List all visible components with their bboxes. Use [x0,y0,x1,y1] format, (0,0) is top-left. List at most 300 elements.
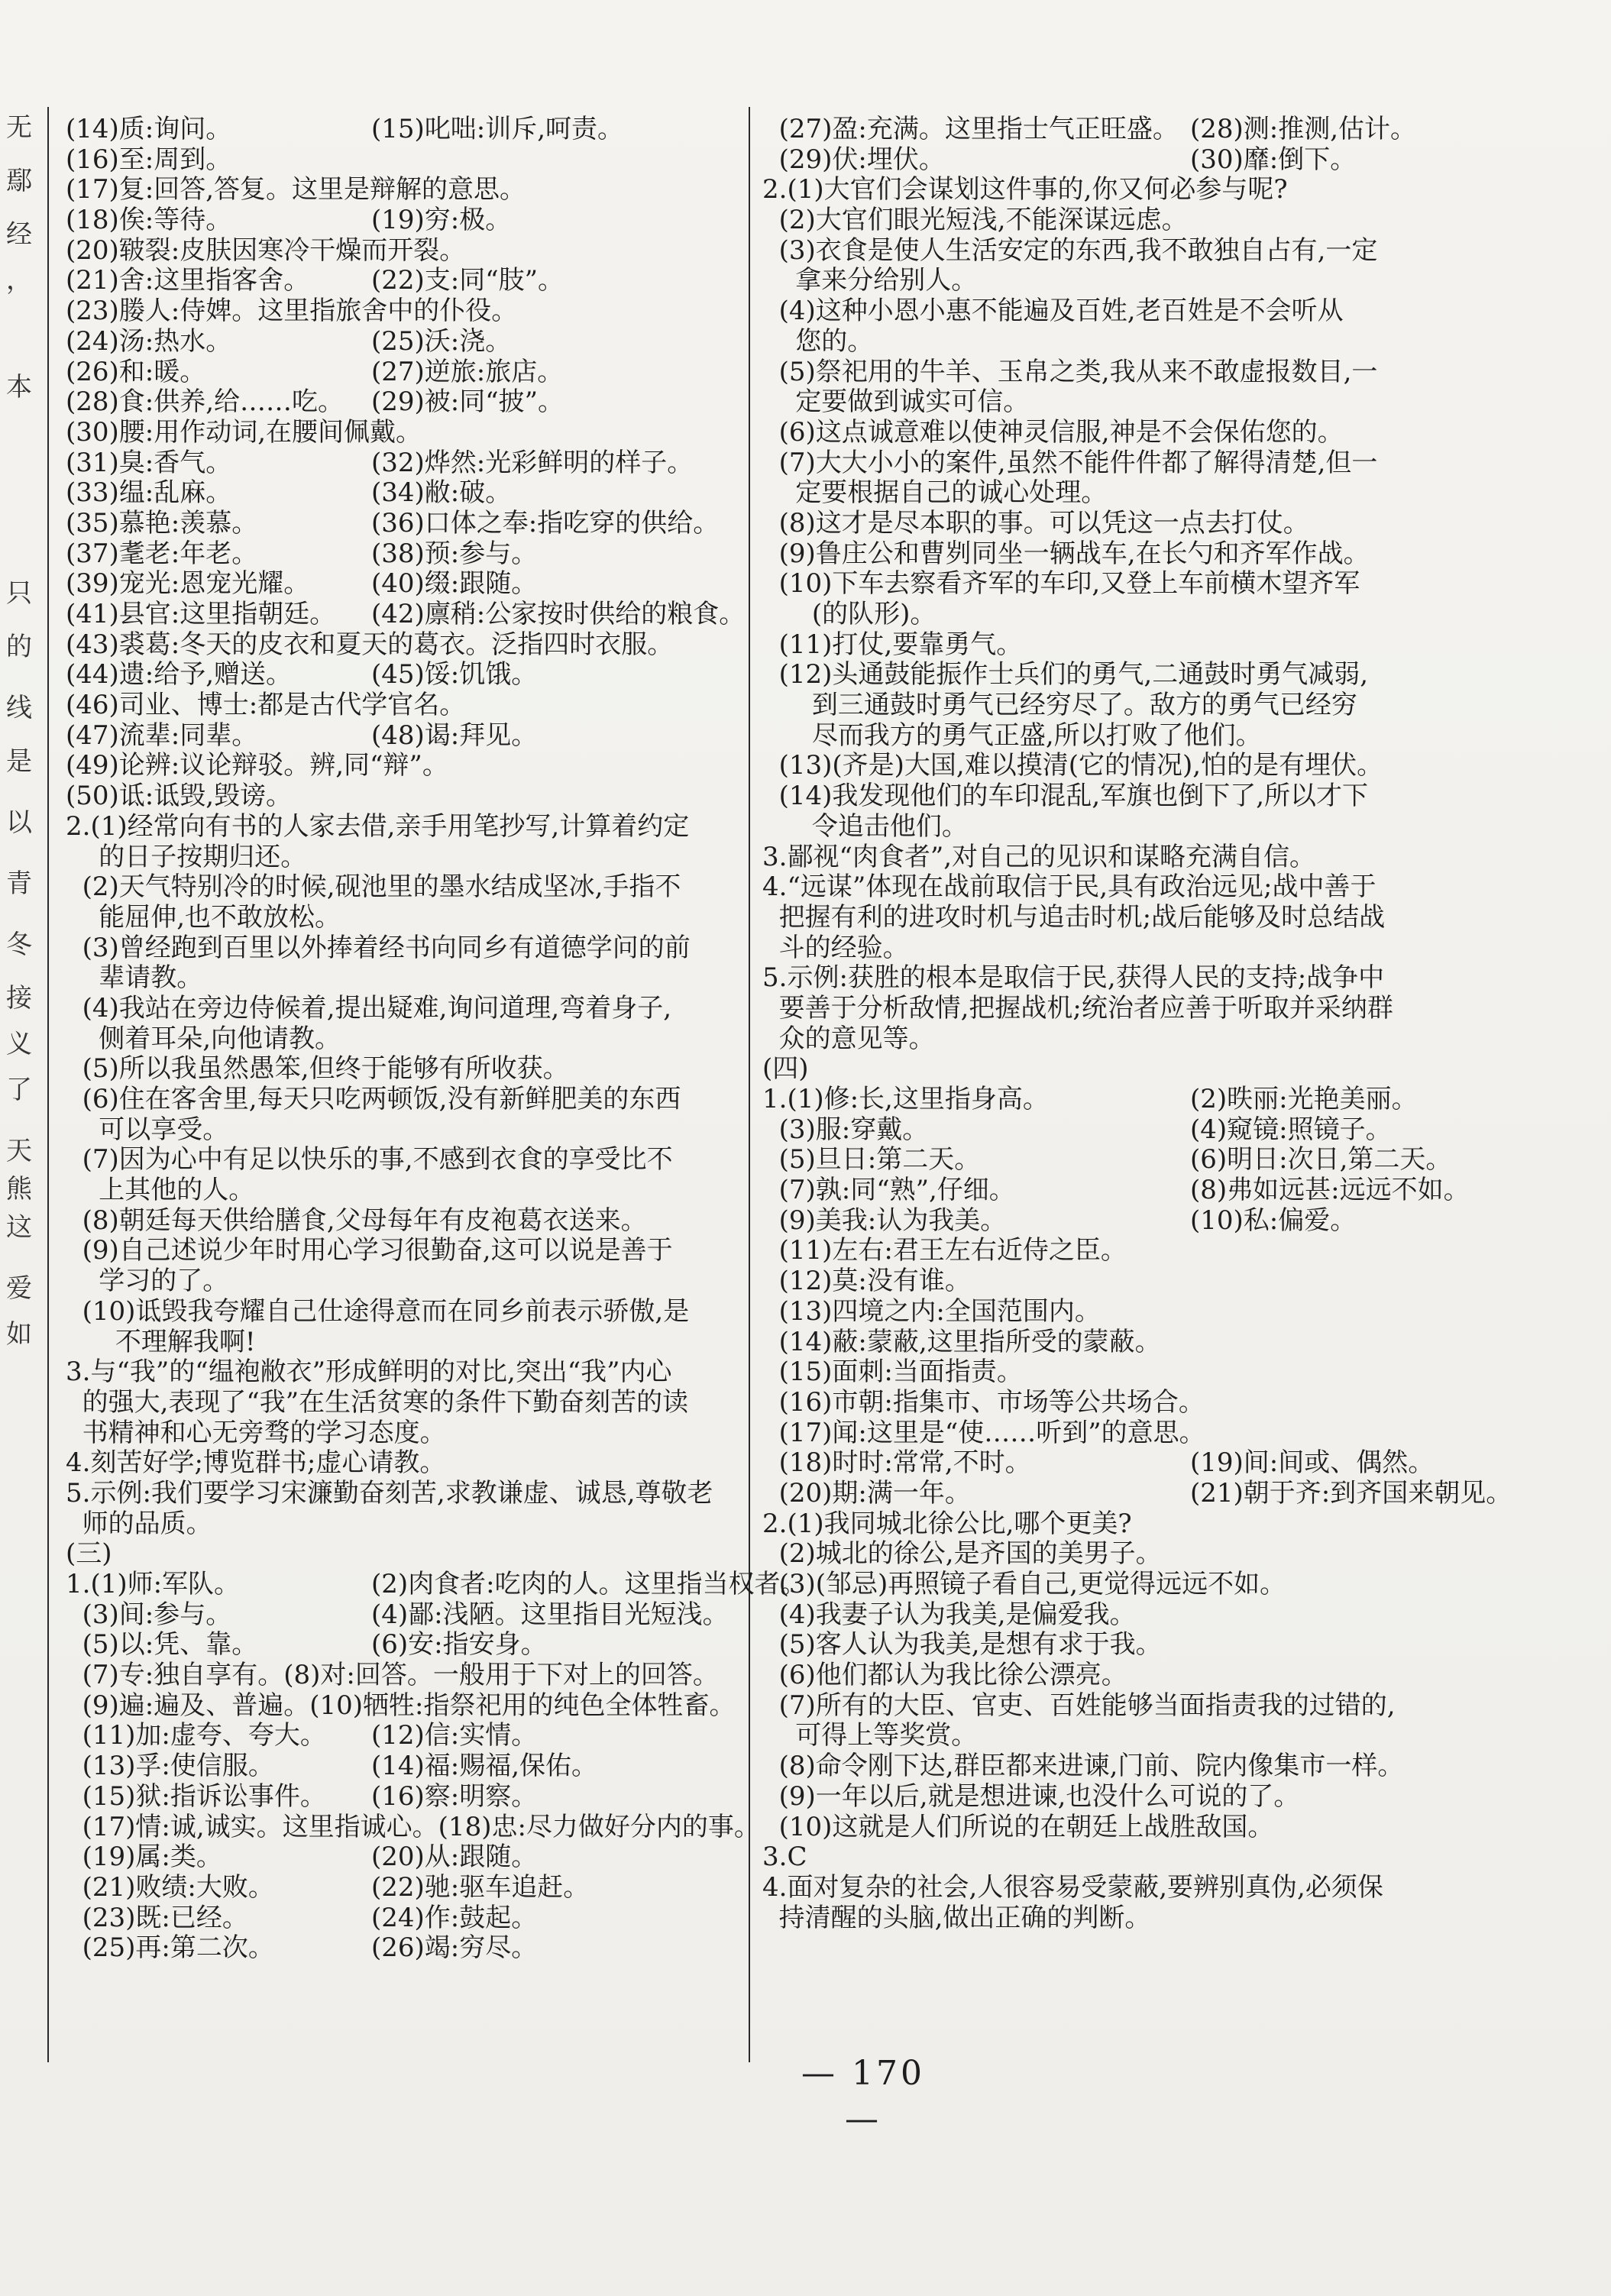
text-line [762,539,1526,570]
text-line [66,994,738,1024]
text-line [762,569,1526,600]
line-text: (5)旦日:第二天。 [762,1144,981,1175]
text-line [66,266,738,296]
line-text: 3.C [762,1842,807,1873]
margin-char: 的 [6,632,32,662]
text-line [762,600,1526,630]
line-text: (31)臭:香气。 [66,447,232,478]
text-line [66,963,738,994]
line-text: 2.(1)大官们会谋划这件事的,你又何必参与呢? [762,174,1288,205]
line-text: (14)我发现他们的车印混乱,军旗也倒下了,所以才下 [762,781,1369,812]
text-line [762,903,1526,933]
text-line [66,721,738,752]
text-line [66,205,738,236]
text-line [762,842,1526,873]
text-line [762,1782,1526,1813]
line-text: (7)大大小小的案件,虽然不能件件都了解得清楚,但一 [762,447,1378,478]
line-text: (13)(齐是)大国,难以摸清(它的情况),怕的是有埋伏。 [762,750,1383,781]
line-text: 令追击他们。 [762,810,968,842]
text-line [66,751,738,781]
text-line [762,721,1526,752]
line-text: (21)舍:这里指客舍。 [66,265,310,296]
text-line [762,751,1526,781]
line-text: 的强大,表现了“我”在生活贫寒的条件下勤奋刻苦的读 [66,1386,689,1418]
line-text: (16)至:周到。 [66,144,232,175]
line-text: 1.(1)修:长,这里指身高。 [762,1084,1049,1114]
margin-char: 冬 [6,930,32,960]
line-text: (三) [66,1538,112,1570]
line-text: 众的意见等。 [762,1023,935,1054]
line-text-second: (45)馁:饥饿。 [371,659,538,690]
text-line [762,1661,1526,1691]
line-text: 把握有利的进攻时机与追击时机;战后能够及时总结战 [762,901,1386,933]
text-line [762,175,1526,205]
text-line [66,1903,738,1934]
line-text: (44)遗:给予,赠送。 [66,659,293,690]
margin-char: 只 [6,578,32,609]
line-text: 侧着耳朵,向他请教。 [66,1023,341,1054]
line-text: (四) [762,1053,809,1085]
line-text: 1.(1)师:军队。 [66,1569,241,1599]
line-text: (19)属:类。 [66,1842,222,1873]
text-line [762,509,1526,539]
text-line [762,1297,1526,1327]
line-text: (12)莫:没有谁。 [762,1266,971,1297]
margin-char: 鄢 [6,166,32,196]
line-text: (41)县官:这里指朝廷。 [66,599,336,629]
line-text-second: (25)沃:浇。 [371,325,512,357]
margin-char: 线 [6,693,32,723]
line-text-second: (20)从:跟随。 [371,1842,538,1873]
text-line [762,660,1526,690]
text-line [66,660,738,690]
margin-char: 以 [6,807,32,838]
text-line [66,1933,738,1964]
line-text-second: (27)逆旅:旅店。 [371,356,564,387]
text-line [762,1873,1526,1903]
text-line [66,1569,807,1600]
line-text: (12)头通鼓能振作士兵们的勇气,二通鼓时勇气减弱, [762,659,1369,690]
text-line [762,327,1526,357]
line-text-second: (28)测:推测,估计。 [1190,114,1417,144]
line-text-second: (26)竭:穷尽。 [371,1932,538,1964]
line-text: (7)专:独自享有。(8)对:回答。一般用于下对上的回答。 [66,1660,719,1691]
line-text: 2.(1)我同城北徐公比,哪个更美? [762,1508,1132,1539]
text-line [66,1357,738,1388]
line-text-second: (42)廪稍:公家按时供给的粮食。 [371,599,746,629]
line-text: (27)盈:充满。这里指士气正旺盛。 [762,114,1179,144]
text-line [762,1751,1526,1782]
line-text-second: (19)穷:极。 [371,205,512,236]
line-text: (8)朝廷每天供给膳食,父母每年有皮袍葛衣送来。 [66,1205,647,1236]
line-text: 定要做到诚实可信。 [762,386,1030,418]
text-line [762,963,1526,994]
text-line [762,933,1526,964]
line-text-second: (2)肉食者:吃肉的人。这里指当权者。 [371,1569,807,1599]
text-line [762,387,1526,418]
text-line [762,448,1526,479]
line-text: (2)城北的徐公,是齐国的美男子。 [762,1538,1162,1570]
line-text: 的日子按期归还。 [66,841,307,872]
line-text: 可得上等奖赏。 [762,1720,978,1751]
text-line [762,630,1526,661]
text-line [762,872,1526,903]
line-text: (8)命令刚下达,群臣都来进谏,门前、院内像集市一样。 [762,1751,1404,1782]
text-line [66,903,738,933]
text-line [66,1721,738,1751]
line-text: (5)祭祀用的牛羊、玉帛之类,我从来不敢虚报数目,一 [762,356,1378,387]
text-line [762,1054,1526,1085]
line-text: (24)汤:热水。 [66,325,232,357]
line-text: (7)孰:同“熟”,仔细。 [762,1175,1015,1206]
line-text: 4.刻苦好学;博览群书;虚心请教。 [66,1447,446,1479]
text-line [66,781,738,812]
line-text: (3)(邹忌)再照镜子看自己,更觉得远远不如。 [762,1569,1286,1599]
line-text: 3.鄙视“肉食者”,对自己的见识和谋略充满自信。 [762,841,1316,872]
line-text: (的队形)。 [762,599,937,629]
text-line [762,1145,1526,1175]
margin-char: 本 [6,372,32,403]
line-text-second: (10)私:偏爱。 [1190,1205,1357,1236]
line-text: 持清醒的头脑,做出正确的判断。 [762,1902,1151,1933]
column-divider [749,107,750,2062]
text-line [66,599,746,630]
text-line [762,1842,1526,1873]
line-text: (11)打仗,要靠勇气。 [762,629,1023,660]
line-text: (28)食:供养,给……吃。 [66,386,345,418]
text-line [66,1418,738,1449]
line-text: 尽而我方的勇气正盛,所以打败了他们。 [762,720,1262,751]
text-line [762,1691,1526,1722]
text-line [762,1539,1526,1570]
line-text: (3)服:穿戴。 [762,1114,929,1145]
text-line [762,115,1526,145]
text-line [66,327,738,357]
text-line [66,236,738,267]
text-line [66,1630,738,1661]
margin-char: 这 [6,1212,32,1243]
margin-char: 接 [6,983,32,1014]
line-text: (4)我站在旁边侍候着,提出疑难,询问道理,弯着身子, [66,992,672,1023]
line-text: (9)自己述说少年时用心学习很勤奋,这可以说是善于 [66,1235,673,1266]
margin-char: 义 [6,1029,32,1059]
line-text: (18)俟:等待。 [66,205,232,236]
text-line [66,1811,760,1843]
text-line [66,1661,738,1691]
line-text: 5.示例:获胜的根本是取信于民,获得人民的支持;战争中 [762,962,1385,994]
line-text: (9)鲁庄公和曹刿同坐一辆战车,在长勺和齐军作战。 [762,538,1370,569]
margin-char: 爱 [6,1273,32,1304]
line-text: 师的品质。 [66,1508,212,1539]
margin-char: 青 [6,868,32,899]
line-text-second: (48)谒:拜见。 [371,720,538,751]
line-text: (14)质:询问。 [66,114,232,144]
text-line [762,994,1526,1024]
line-text: (20)期:满一年。 [762,1477,971,1509]
line-text: (23)既:已经。 [66,1902,248,1933]
text-line [762,1388,1526,1418]
line-text: 不理解我啊! [66,1326,256,1357]
text-line [66,1600,738,1631]
line-text: (16)市朝:指集市、市场等公共场合。 [762,1386,1205,1418]
text-line [66,448,738,479]
line-text: (6)这点诚意难以使神灵信服,神是不会保佑您的。 [762,416,1344,448]
line-text-second: (29)被:同“披”。 [371,386,564,418]
text-line [66,357,738,388]
text-line [762,145,1526,176]
text-line [66,387,738,418]
line-text: (6)他们都认为我比徐公漂亮。 [762,1660,1127,1691]
text-line [762,1813,1526,1843]
margin-char: 无 [6,112,32,143]
text-line [66,1175,738,1206]
text-line [762,1479,1526,1509]
margin-char: ， [6,265,32,296]
text-line [762,1418,1526,1449]
text-line [66,872,738,903]
line-text-second: (6)明日:次日,第二天。 [1190,1144,1452,1175]
text-line [66,1206,738,1237]
text-line [66,1115,738,1146]
text-line [762,1236,1526,1266]
line-text: (6)住在客舍里,每天只吃两顿饭,没有新鲜肥美的东西 [66,1084,681,1114]
line-text: (7)所有的大臣、官吏、百姓能够当面指责我的过错的, [762,1690,1396,1721]
text-line [762,812,1526,842]
line-text: (37)耄老:年老。 [66,538,258,569]
text-line [66,296,738,327]
line-text-second: (40)缀:跟随。 [371,568,538,600]
line-text: (26)和:暖。 [66,356,206,387]
line-text-second: (32)烨然:光彩鲜明的样子。 [371,447,694,478]
text-line [66,509,738,539]
right-column [762,115,1526,1933]
line-text: (5)所以我虽然愚笨,但终于能够有所收获。 [66,1053,569,1085]
text-line [66,1751,738,1782]
text-line [66,1782,738,1813]
line-text: (10)诋毁我夸耀自己仕途得意而在同乡前表示骄傲,是 [66,1295,690,1327]
line-text: 4.面对复杂的社会,人很容易受蒙蔽,要辨别真伪,必须保 [762,1871,1383,1903]
text-line [66,1388,738,1418]
line-text: (5)以:凭、靠。 [66,1629,258,1661]
margin-char: 了 [6,1075,32,1105]
text-line [66,842,738,873]
line-text-second: (14)福:赐福,保佑。 [371,1751,598,1782]
cropped-margin-text [0,99,46,2085]
line-text: 2.(1)经常向有书的人家去借,亲手用笔抄写,计算着约定 [66,810,690,842]
line-text: (5)客人认为我美,是想有求于我。 [762,1629,1162,1661]
line-text-second: (4)鄙:浅陋。这里指目光短浅。 [371,1599,729,1630]
text-line [66,1085,738,1115]
line-text: (25)再:第二次。 [66,1932,274,1964]
line-text: (17)复:回答,答复。这里是辩解的意思。 [66,174,526,205]
text-line [762,296,1526,327]
text-line [66,1448,738,1479]
text-line [66,1479,738,1509]
text-line [762,1509,1526,1540]
line-text: 上其他的人。 [66,1175,255,1206]
text-line [66,1054,738,1085]
line-text: 5.示例:我们要学习宋濂勤奋刻苦,求教谦虚、诚恳,尊敬老 [66,1477,713,1509]
line-text: (13)孚:使信服。 [66,1751,274,1782]
text-line [66,1236,738,1266]
line-text: 要善于分析敌情,把握战机;统治者应善于听取并采纳群 [762,992,1393,1023]
line-text-second: (38)预:参与。 [371,538,538,569]
line-text: (39)宠光:恩宠光耀。 [66,568,310,600]
text-line [762,1206,1526,1237]
text-line [762,1630,1526,1661]
line-text: (8)这才是尽本职的事。可以凭这一点去打仗。 [762,507,1309,538]
margin-char: 熊 [6,1174,32,1205]
line-text: 3.与“我”的“缊袍敝衣”形成鲜明的对比,突出“我”内心 [66,1357,672,1388]
margin-char: 天 [6,1136,32,1166]
text-line [66,1509,738,1540]
line-text: (2)天气特别冷的时候,砚池里的墨水结成坚冰,手指不 [66,872,681,903]
line-text: (23)媵人:侍婢。这里指旅舍中的仆役。 [66,296,518,327]
line-text: (15)狱:指诉讼事件。 [66,1780,326,1812]
text-line [762,1327,1526,1358]
line-text-second: (2)昳丽:光艳美丽。 [1190,1084,1418,1114]
line-text-second: (36)口体之奉:指吃穿的供给。 [371,507,720,538]
line-text: 拿来分给别人。 [762,265,978,296]
text-line [66,1873,738,1903]
text-line [66,1842,738,1873]
line-text-second: (15)叱咄:训斥,呵责。 [371,114,624,144]
margin-char: 如 [6,1319,32,1350]
line-text: 斗的经验。 [762,932,909,963]
line-text: (47)流辈:同辈。 [66,720,258,751]
line-text-second: (6)安:指安身。 [371,1629,547,1661]
line-text: (15)面刺:当面指责。 [762,1357,1023,1388]
line-text: (2)大官们眼光短浅,不能深谋远虑。 [762,205,1188,236]
text-line [66,539,738,570]
line-text: (17)情:诚,诚实。这里指诚心。(18)忠:尽力做好分内的事。 [66,1811,760,1842]
line-text: (18)时时:常常,不时。 [762,1447,1031,1479]
text-line [66,630,738,661]
line-text: (9)一年以后,就是想进谏,也没什么可说的了。 [762,1780,1300,1812]
text-line [66,1266,738,1297]
text-line [66,1691,738,1722]
text-line [762,1266,1526,1297]
line-text-second: (8)弗如远甚:远远不如。 [1190,1175,1470,1206]
line-text: 可以享受。 [66,1114,229,1145]
line-text-second: (12)信:实情。 [371,1720,538,1751]
line-text-second: (22)驰:驱车追赶。 [371,1871,590,1903]
text-line [762,781,1526,812]
text-line [66,933,738,964]
line-text-second: (34)敝:破。 [371,477,512,509]
line-text: (35)慕艳:羡慕。 [66,507,258,538]
line-text: 您的。 [762,325,874,357]
text-line [66,1327,738,1358]
text-line [762,1721,1526,1751]
line-text: (20)皲裂:皮肤因寒冷干燥而开裂。 [66,234,466,266]
line-text: 能屈伸,也不敢放松。 [66,901,341,933]
line-text: 辈请教。 [66,962,203,994]
line-text: (10)下车去察看齐军的车印,又登上车前横木望齐军 [762,568,1360,600]
text-line [762,205,1526,236]
page-number: — 170 — [801,2054,925,2139]
text-line [66,418,738,448]
line-text: (30)腰:用作动词,在腰间佩戴。 [66,416,422,448]
text-line [762,266,1526,296]
line-text: 4.“远谋”体现在战前取信于民,具有政治远见;战中善于 [762,872,1376,903]
text-line [762,1448,1526,1479]
line-text: (9)遍:遍及、普遍。(10)牺牲:指祭祀用的纯色全体牲畜。 [66,1690,736,1721]
text-line [66,175,738,205]
text-line [762,690,1526,721]
line-text-second: (19)间:间或、偶然。 [1190,1447,1435,1479]
line-text-second: (22)支:同“肢”。 [371,265,564,296]
line-text: (17)闻:这里是“使……听到”的意思。 [762,1417,1205,1448]
text-line [66,145,738,176]
line-text: (13)四境之内:全国范围内。 [762,1295,1101,1327]
text-line [762,1600,1526,1631]
text-line [66,1539,738,1570]
line-text: (9)美我:认为我美。 [762,1205,1007,1236]
line-text: (7)因为心中有足以快乐的事,不感到衣食的享受比不 [66,1144,673,1175]
line-text: (33)缊:乱麻。 [66,477,232,509]
text-line [66,569,738,600]
margin-char: 经 [6,219,32,250]
text-line [66,1145,738,1175]
line-text: (11)左右:君王左右近侍之臣。 [762,1235,1127,1266]
text-line [762,1357,1526,1388]
text-line [66,478,738,509]
text-line [762,418,1526,448]
line-text-second: (24)作:鼓起。 [371,1902,538,1933]
text-line [762,357,1526,388]
left-margin-rule [47,107,49,2062]
line-text: (50)诋:诋毁,毁谤。 [66,781,293,812]
line-text: (46)司业、博士:都是古代学官名。 [66,690,466,721]
text-line [762,1570,1526,1600]
line-text: (10)这就是人们所说的在朝廷上战胜敌国。 [762,1811,1274,1842]
text-line [762,236,1526,267]
line-text: (49)论辨:议论辩驳。辨,同“辩”。 [66,750,448,781]
line-text: (3)间:参与。 [66,1599,232,1630]
text-line [762,1085,1526,1115]
text-line [762,1175,1526,1206]
line-text: 书精神和心无旁骛的学习态度。 [66,1417,446,1448]
line-text: (21)败绩:大败。 [66,1871,274,1903]
line-text: (4)这种小恩小惠不能遍及百姓,老百姓是不会听从 [762,296,1344,327]
text-line [762,1115,1526,1146]
line-text-second: (16)察:明察。 [371,1780,538,1812]
line-text-second: (4)窥镜:照镜子。 [1190,1114,1392,1145]
line-text: 学习的了。 [66,1266,229,1297]
text-line [66,812,738,842]
line-text: (43)裘葛:冬天的皮衣和夏天的葛衣。泛指四时衣服。 [66,629,674,660]
line-text: (11)加:虚夸、夸大。 [66,1720,326,1751]
text-line [762,1903,1526,1934]
text-line [66,115,738,145]
text-line [66,1297,738,1327]
line-text: (3)曾经跑到百里以外捧着经书向同乡有道德学问的前 [66,932,691,963]
margin-char: 是 [6,746,32,777]
line-text: (4)我妻子认为我美,是偏爱我。 [762,1599,1136,1630]
line-text: 到三通鼓时勇气已经穷尽了。敌方的勇气已经穷 [762,690,1357,721]
text-line [66,1024,738,1055]
text-line [762,1024,1526,1055]
line-text: (3)衣食是使人生活安定的东西,我不敢独自占有,一定 [762,234,1378,266]
text-line [66,690,738,721]
line-text-second: (21)朝于齐:到齐国来朝见。 [1190,1477,1512,1509]
line-text: (14)蔽:蒙蔽,这里指所受的蒙蔽。 [762,1326,1161,1357]
line-text: (29)伏:埋伏。 [762,144,945,175]
line-text: 定要根据自己的诚心处理。 [762,477,1108,509]
line-text-second: (30)靡:倒下。 [1190,144,1357,175]
text-line [762,478,1526,509]
